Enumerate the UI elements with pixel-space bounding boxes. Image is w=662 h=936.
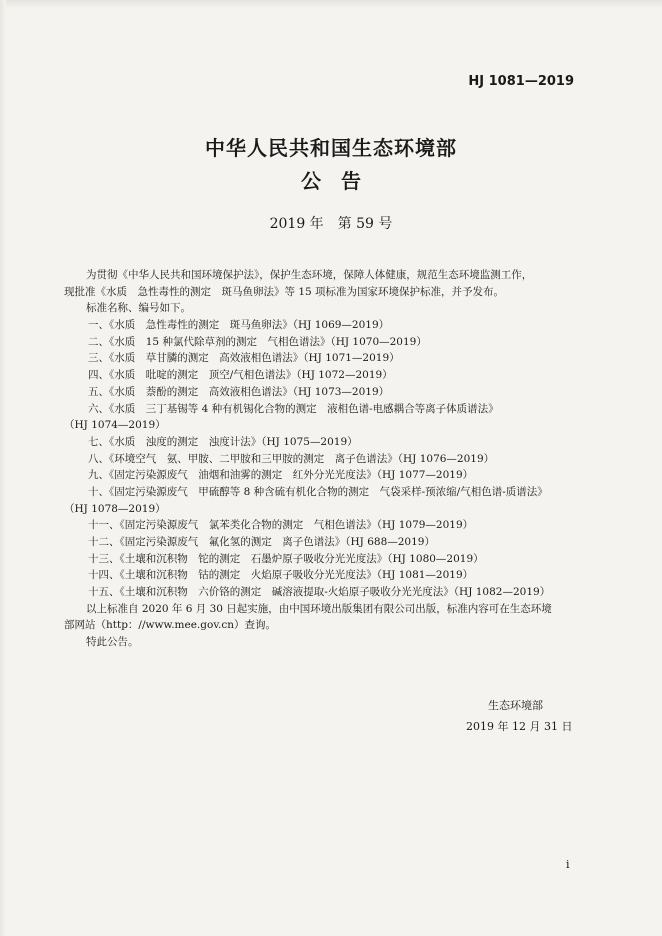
- standard-item: 十二、《固定污染源废气 氟化氢的测定 离子色谱法》（HJ 688—2019）: [88, 536, 435, 548]
- standard-item: 三、《水质 草甘膦的测定 高效液相色谱法》（HJ 1071—2019）: [88, 352, 400, 365]
- standard-item: 七、《水质 浊度的测定 浊度计法》（HJ 1075—2019）: [88, 435, 358, 448]
- closing-line: 以上标准自 2020 年 6 月 30 日起实施，由中国环境出版集团有限公司出版，标准内容可在生态环境: [86, 602, 552, 615]
- scan-edge-top: [0, 0, 662, 8]
- intro-line: 标准名称、编号如下。: [86, 302, 191, 315]
- standard-item: 十一、《固定污染源废气 氯苯类化合物的测定 气相色谱法》（HJ 1079—2019）: [88, 519, 474, 532]
- issue-number: 2019 年 第 59 号: [269, 216, 393, 232]
- standard-item: 十五、《土壤和沉积物 六价铬的测定 碱溶液提取-火焰原子吸收分光光度法》（HJ 1082—2019）: [88, 586, 551, 599]
- standard-item: 九、《固定污染源废气 油烟和油雾的测定 红外分光光度法》（HJ 1077—2019）: [88, 469, 474, 482]
- signature: 生态环境部: [488, 699, 543, 712]
- standard-item: 四、《水质 吡啶的测定 顶空/气相色谱法》（HJ 1072—2019）: [88, 369, 393, 382]
- standard-item: 十四、《土壤和沉积物 钴的测定 火焰原子吸收分光光度法》（HJ 1081—2019）: [88, 569, 474, 582]
- closing-line: 特此公告。: [86, 636, 139, 649]
- intro-line: 为贯彻《中华人民共和国环境保护法》，保护生态环境，保障人体健康，规范生态环境监测工作，: [86, 269, 533, 281]
- standard-item: 六、《水质 三丁基锡等 4 种有机锡化合物的测定 液相色谱-电感耦合等离子体质谱法》: [88, 402, 499, 415]
- standard-item: 一、《水质 急性毒性的测定 斑马鱼卵法》（HJ 1069—2019）: [88, 319, 390, 332]
- standard-number: HJ 1081—2019: [468, 74, 574, 89]
- agency-title: 中华人民共和国生态环境部: [205, 136, 457, 160]
- page-number: i: [566, 858, 570, 871]
- intro-line: 现批准《水质 急性毒性的测定 斑马鱼卵法》等 15 项标准为国家环境保护标准，并予发布。: [64, 285, 505, 298]
- standard-item: 五、《水质 萘酚的测定 高效液相色谱法》（HJ 1073—2019）: [88, 385, 390, 398]
- issue-date: 2019 年 12 月 31 日: [466, 720, 573, 733]
- standard-item-continuation: （HJ 1078—2019）: [64, 502, 166, 515]
- standard-item-continuation: （HJ 1074—2019）: [64, 419, 166, 432]
- standard-item: 二、《水质 15 种氯代除草剂的测定 气相色谱法》（HJ 1070—2019）: [88, 335, 427, 348]
- standard-item: 八、《环境空气 氨、甲胺、二甲胺和三甲胺的测定 离子色谱法》（HJ 1076—2019）: [88, 452, 495, 465]
- closing-line: 部网站（http：//www.mee.gov.cn）查询。: [64, 619, 276, 632]
- announcement-heading: 公 告: [301, 169, 361, 193]
- announcement-body: [64, 267, 596, 651]
- standard-item: 十、《固定污染源废气 甲硫醇等 8 种含硫有机化合物的测定 气袋采样-预浓缩/气相色谱-质谱法》: [88, 485, 548, 498]
- standard-item: 十三、《土壤和沉积物 铊的测定 石墨炉原子吸收分光光度法》（HJ 1080—2019）: [88, 552, 484, 565]
